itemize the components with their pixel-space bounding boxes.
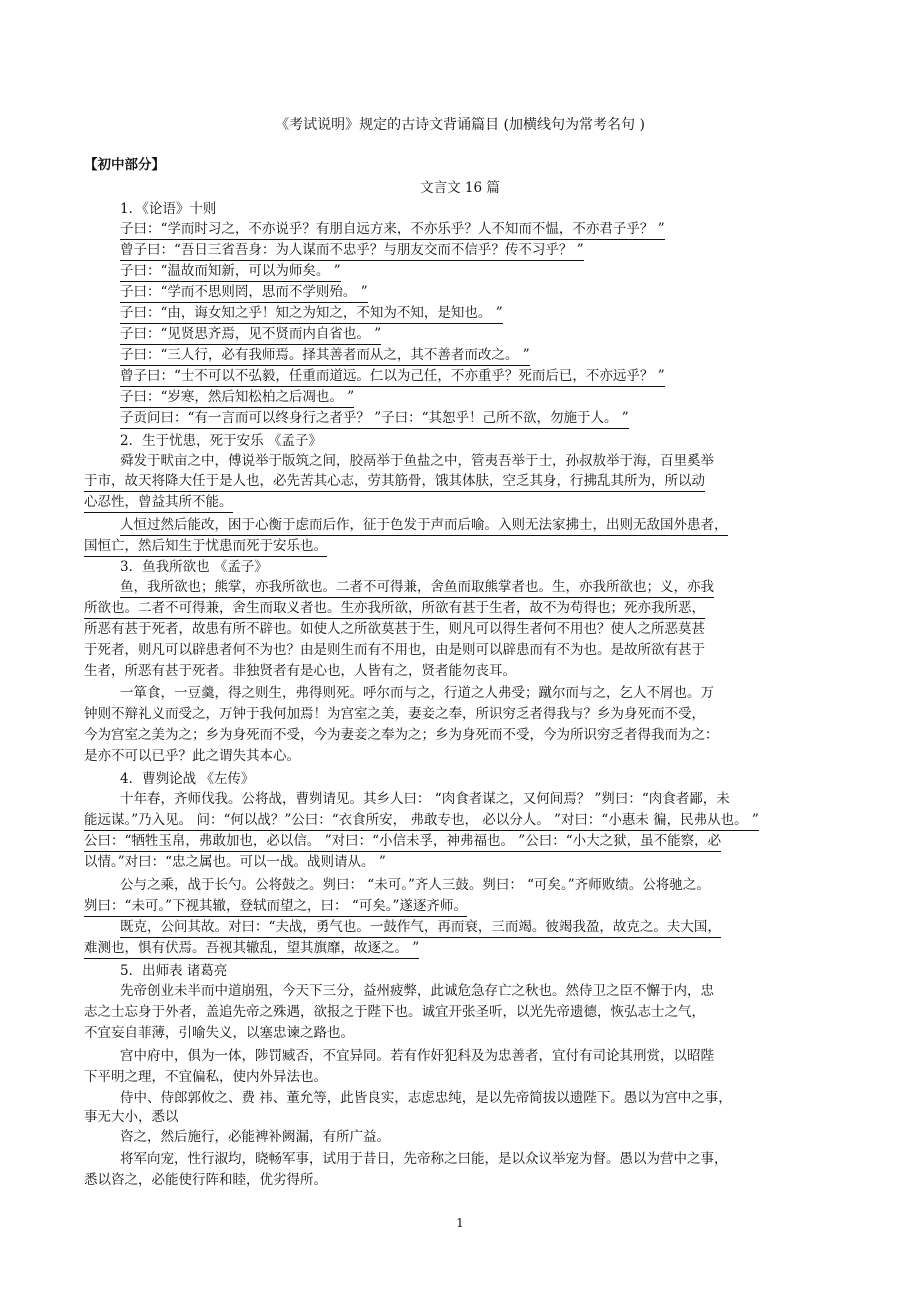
text-line: [84, 897, 467, 917]
text-line: [120, 1150, 728, 1168]
underlined-famous-line: 子曰：“学而不思则罔，思而不学则殆。 ”: [120, 283, 368, 303]
underlined-famous-line: 心忍性，曾益其所不能。: [84, 493, 233, 513]
text-line: [120, 918, 721, 938]
text-line-content: 钟则不辩礼义而受之，万钟于我何加焉！为宫室之美，妻妾之奉，所识穷乏者得我与？乡为身死而不受，: [84, 706, 705, 722]
text-line-content: 舜发于畎亩之中，傅说举于版筑之间，胶鬲举于鱼盐之中，管夷吾举于士，孙叔敖举于海，百里奚举: [120, 453, 714, 469]
text-line: [120, 241, 584, 261]
text-line-content: 以情。”对曰：“忠之属也。可以一战。战则请从。 ”: [84, 854, 386, 870]
text-line-content: 今为宫室之美为之；乡为身死而不受，今为妻妾之奉为之；乡为身死而不受，今为所识穷乏者得我而为之：: [84, 727, 719, 743]
text-line: [84, 1003, 705, 1021]
text-line: [84, 705, 705, 723]
underlined-famous-line: 国恒亡，然后知生于忧患而死于安乐也。: [84, 537, 327, 557]
text-line-content: 悉以咨之，必能使行阵和睦，优劣得所。: [84, 1172, 327, 1188]
text-line: [120, 367, 665, 387]
text-line-content: 一箪食，一豆羹，得之则生，弗得则死。呼尔而与之，行道之人弗受；蹴尔而与之，乞人不屑也。万: [120, 685, 714, 701]
text-line-content: 是亦不可以已乎？此之谓失其本心。: [84, 748, 300, 764]
text-line: [84, 493, 233, 513]
text-line-content: 所恶有甚于死者，故患有所不辟也。如使人之所欲莫甚于生，则凡可以得生者何不用也？使人之所恶莫甚: [84, 621, 705, 637]
text-line-content: 2．生于忧患，死于安乐 《孟子》: [120, 433, 322, 449]
page-title: 《考试说明》规定的古诗文背诵篇目 (加横线句为常考名句 ): [275, 117, 645, 133]
text-line-content: 5．出师表 诸葛亮: [120, 963, 228, 979]
text-line-content: 将军向宠，性行淑均，晓畅军事，试用于昔日，先帝称之曰能，是以众议举宠为督。愚以为营中之事，: [120, 1151, 728, 1167]
text-line: [120, 220, 665, 240]
text-line: [120, 770, 254, 788]
underlined-famous-line: 难测也，惧有伏焉。吾视其辙乱，望其旗靡，故逐之。 ”: [84, 939, 419, 959]
text-line: [120, 962, 227, 980]
text-line-content: 公与之乘，战于长勺。公将鼓之。刿曰： “未可。”齐人三鼓。刿曰： “可矣。”齐师败绩。公将驰之。: [120, 877, 710, 893]
text-line: [120, 325, 381, 345]
underlined-famous-line: 子贡问曰：“有一言而可以终身行之者乎？ ”子曰：“其恕乎！己所不欲，勿施于人。 ”: [120, 409, 629, 429]
text-line: [84, 1108, 179, 1126]
text-line: [120, 1128, 390, 1146]
text-line-content: 于死者，则凡可以辟患者何不为也？由是则生而有不用也，由是则可以辟患而有不为也。是故所欲有甚于: [84, 642, 705, 658]
text-line-content: 宫中府中，俱为一体，陟罚臧否，不宜异同。若有作奸犯科及为忠善者，宜付有司论其刑赏，以昭陛: [120, 1048, 714, 1064]
text-line-content: 下平明之理，不宜偏私，使内外异法也。: [84, 1069, 327, 1085]
text-line: [84, 1068, 327, 1086]
section-heading-junior: 【初中部分】: [84, 157, 165, 173]
text-line: [84, 747, 300, 765]
text-line: [84, 1171, 327, 1189]
text-line: [84, 939, 419, 959]
text-line-content: 侍中、侍郎郭攸之、费 祎、董允等，此皆良实，志虑忠纯，是以先帝简拔以遗陛下。愚以为宫中之事，: [120, 1090, 732, 1106]
text-line: [120, 516, 728, 536]
text-line: [120, 283, 368, 303]
text-line-content: 生者，所恶有甚于死者。非独贤者有是心也，人皆有之，贤者能勿丧耳。: [84, 663, 516, 679]
text-line-content: 事无大小，悉以: [84, 1109, 179, 1125]
text-line: [120, 876, 710, 894]
text-line: [84, 620, 705, 638]
underlined-famous-line: 人恒过然后能改，困于心衡于虑而后作，征于色发于声而后喻。入则无法家拂士，出则无敌国外患者，: [120, 516, 728, 536]
page-number: 1: [456, 1216, 464, 1230]
underlined-famous-line: 既克，公问其故。对曰：“夫战，勇气也。一鼓作气，再而衰，三而竭。彼竭我盈，故克之。夫大国，: [120, 918, 721, 938]
underlined-famous-line: 子曰：“由，诲女知之乎！知之为知之，不知为不知，是知也。 ”: [120, 304, 503, 324]
text-line: [120, 790, 730, 808]
underlined-famous-line: 能远谋。”乃入见。 问：“何以战？”公曰：“衣食所安， 弗敢专也， 必以分人。 ”对曰：“小惠未 徧，民弗从也。 ”: [84, 811, 759, 831]
text-line: [84, 853, 386, 871]
underlined-famous-line: 刿曰：“未可。”下视其辙，登轼而望之，曰： “可矣。”遂逐齐师。: [84, 897, 467, 917]
text-line-content: 3．鱼我所欲也 《孟子》: [120, 559, 268, 575]
text-line: [120, 1089, 732, 1107]
text-line: [120, 1047, 714, 1065]
underlined-famous-line: 曾子曰：“士不可以不弘毅，任重而道远。仁以为己任，不亦重乎？死而后已，不亦远乎？ ”: [120, 367, 665, 387]
text-line-content: 4．曹刿论战 《左传》: [120, 771, 255, 787]
underlined-famous-line: 公曰：“牺牲玉帛，弗敢加也，必以信。 ”对曰：“小信未孚，神弗福也。 ”公曰：“小大之狱，虽不能察，必: [84, 832, 721, 852]
text-line: [84, 641, 705, 659]
text-line-content: 不宜妄自菲薄，引喻失义，以塞忠谏之路也。: [84, 1025, 354, 1041]
text-line: [120, 388, 354, 408]
text-line: [120, 558, 268, 576]
text-line: [84, 599, 705, 619]
text-line: [120, 452, 714, 470]
text-line: [120, 409, 629, 429]
text-line: [120, 982, 714, 1000]
text-line: [84, 537, 327, 557]
underlined-famous-line: 曾子曰：“吾日三省吾身：为人谋而不忠乎？与朋友交而不信乎？传不习乎？ ”: [120, 241, 584, 261]
underlined-famous-line: 于市，故天将降大任于是人也，必先苦其心志，劳其筋骨，饿其体肤，空乏其身，行拂乱其所为，所以动: [84, 472, 705, 492]
text-line-content: 1．《论语》十则: [120, 201, 217, 217]
classical-prose-heading: 文言文 16 篇: [420, 180, 500, 196]
text-line: [120, 346, 530, 366]
underlined-famous-line: 子曰：“岁寒，然后知松柏之后凋也。 ”: [120, 388, 354, 408]
underlined-famous-line: 子曰：“学而时习之，不亦说乎？有朋自远方来，不亦乐乎？人不知而不愠，不亦君子乎？ ”: [120, 220, 665, 240]
underlined-famous-line: 所欲也。二者不可得兼，舍生而取义者也。生亦我所欲，所欲有甚于生者，故不为苟得也；死亦我所恶，: [84, 599, 705, 619]
underlined-famous-line: 子曰：“温故而知新，可以为师矣。 ”: [120, 262, 341, 282]
text-line: [120, 684, 714, 702]
text-line: [84, 662, 516, 680]
text-line-content: 咨之，然后施行，必能裨补阙漏，有所广益。: [120, 1129, 390, 1145]
text-line: [84, 472, 705, 492]
text-line: [84, 1024, 354, 1042]
text-line: [120, 200, 216, 218]
text-line: [120, 304, 503, 324]
text-line-content: 志之士忘身于外者，盖追先帝之殊遇，欲报之于陛下也。诚宜开张圣听，以光先帝遗德，恢弘志士之气，: [84, 1004, 705, 1020]
text-line-content: 十年春，齐师伐我。公将战，曹刿请见。其乡人曰： “肉食者谋之，又何间焉？ ”刿曰：“肉食者鄙，未: [120, 791, 730, 807]
underlined-famous-line: 鱼，我所欲也；熊掌，亦我所欲也。二者不可得兼，舍鱼而取熊掌者也。生，亦我所欲也；义，亦我: [120, 578, 714, 598]
text-line: [84, 811, 759, 831]
text-line: [84, 832, 721, 852]
text-line: [120, 432, 322, 450]
text-line: [120, 578, 714, 598]
underlined-famous-line: 子曰：“见贤思齐焉，见不贤而内自省也。 ”: [120, 325, 381, 345]
text-line: [120, 262, 341, 282]
text-line: [84, 726, 719, 744]
text-line-content: 先帝创业未半而中道崩殂，今天下三分，益州疲弊，此诚危急存亡之秋也。然侍卫之臣不懈于内，忠: [120, 983, 714, 999]
underlined-famous-line: 子曰：“三人行，必有我师焉。择其善者而从之，其不善者而改之。 ”: [120, 346, 530, 366]
